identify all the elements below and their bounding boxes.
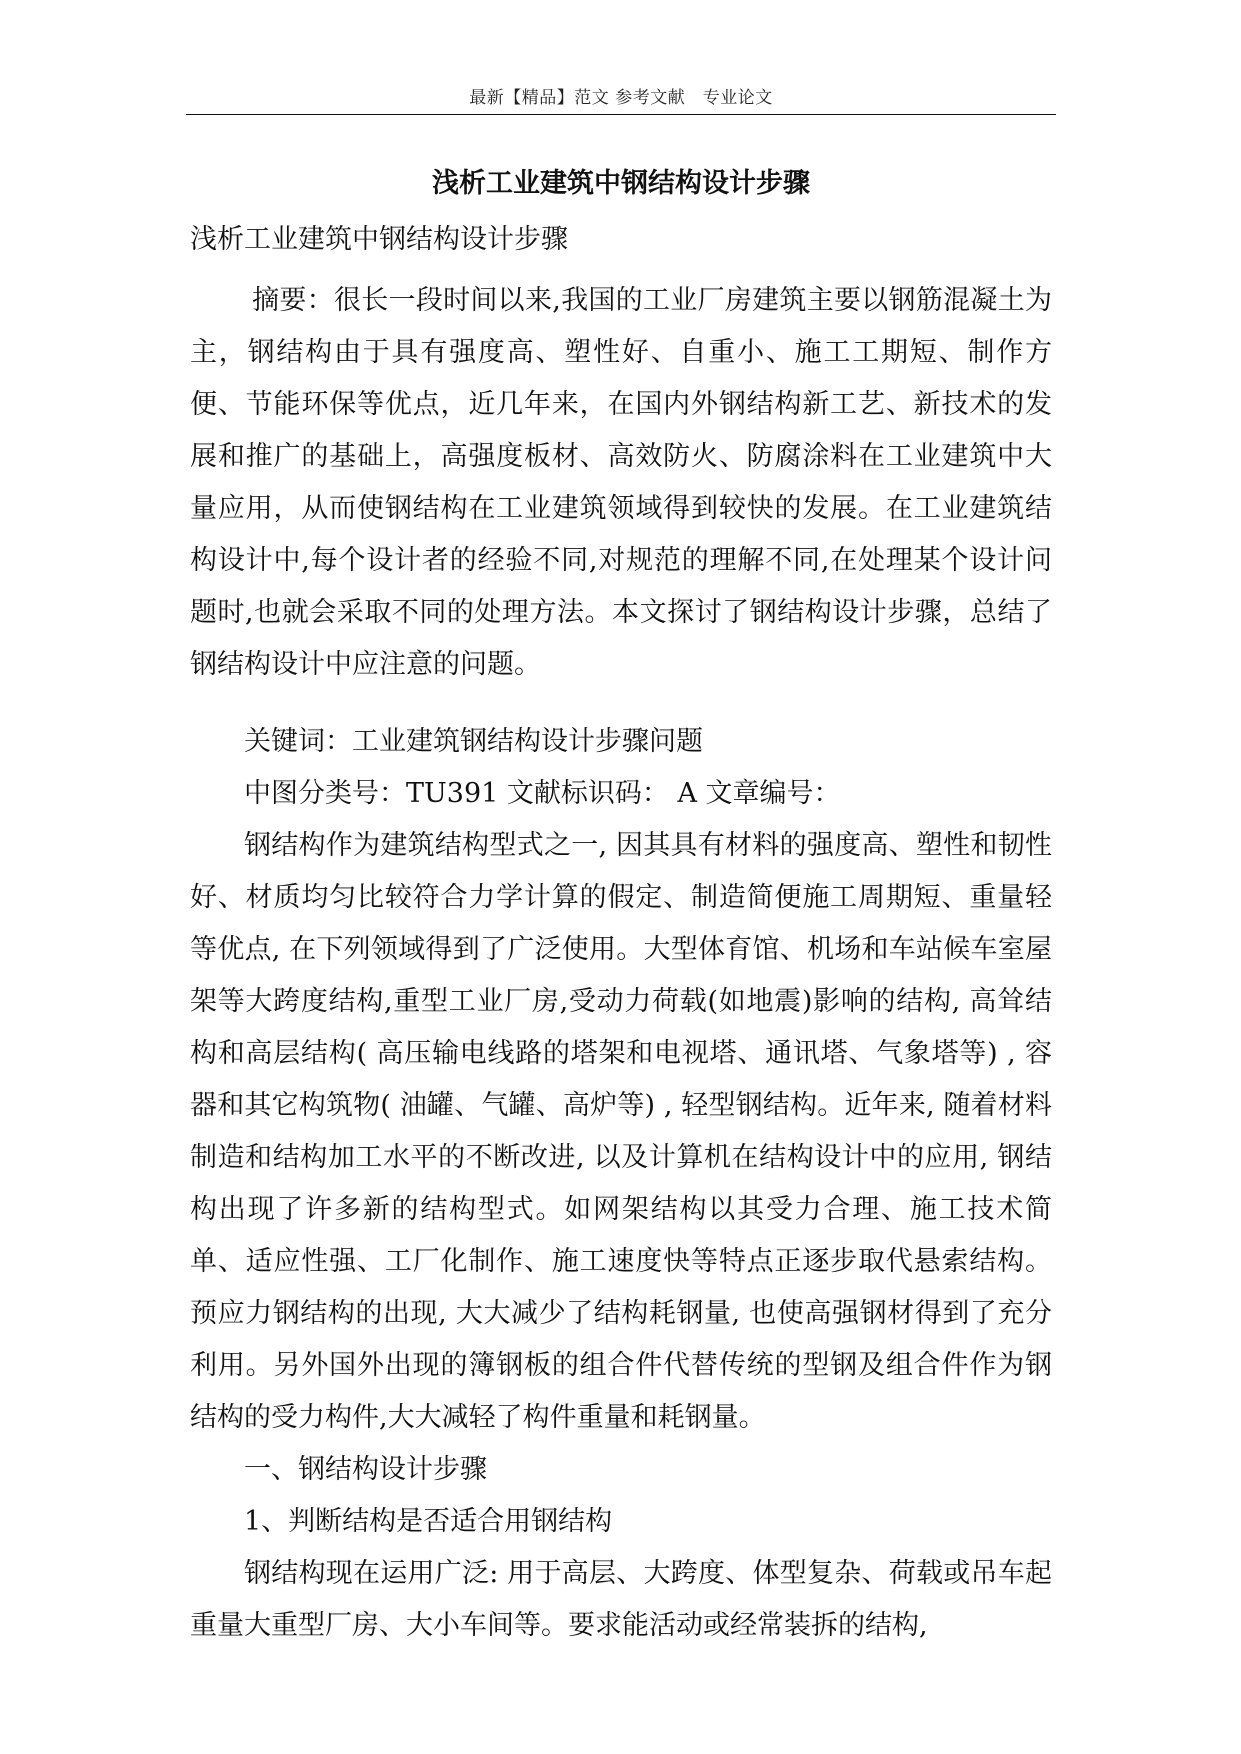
section-paragraph: 钢结构现在运用广泛: 用于高层、大跨度、体型复杂、荷载或吊车起重量大重型厂房、大小车间等。要求能活动或经常装拆的结构, xyxy=(190,1558,1052,1641)
abstract-block xyxy=(190,275,1052,691)
intro-paragraph: 钢结构作为建筑结构型式之一, 因其具有材料的强度高、塑性和韧性好、材质均匀比较符合力学计算的假定、制造简便施工周期短、重量轻等优点, 在下列领域得到了广泛使用。大型体育馆、机场和车站候车室屋架等大跨度结构,重型工业厂房,受动力荷载(如地震)影响的结构, 高耸结构和高层结构( 高压输电线路的塔架和电视塔、通讯塔、气象塔等) , 容器和其它构筑物( 油罐、气罐、高炉等) , 轻型钢结构。近年来, 随着材料制造和结构加工水平的不断改进, 以及计算机在结构设计中的应用, 钢结构出现了许多新的结构型式。如网架结构以其受力合理、施工技术简单、适应性强、工厂化制作、施工速度快等特点正逐步取代悬索结构。预应力钢结构的出现, 大大减少了结构耗钢量, 也使高强钢材得到了充分利用。另外国外出现的簿钢板的组合件代替传统的型钢及组合件作为钢结构的受力构件,大大减轻了构件重量和耗钢量。 xyxy=(190,830,1052,1433)
classification-line: 中图分类号：TU391 文献标识码： A 文章编号： xyxy=(244,778,841,809)
keywords-line: 关键词：工业建筑钢结构设计步骤问题 xyxy=(244,726,703,757)
document-title: 浅析工业建筑中钢结构设计步骤 xyxy=(432,168,810,199)
section-heading: 一、钢结构设计步骤 xyxy=(244,1454,487,1485)
abstract-paragraph: 摘要：很长一段时间以来,我国的工业厂房建筑主要以钢筋混凝土为主，钢结构由于具有强度高、塑性好、自重小、施工工期短、制作方便、节能环保等优点，近几年来，在国内外钢结构新工艺、新技术的发展和推广的基础上，高强度板材、高效防火、防腐涂料在工业建筑中大量应用，从而使钢结构在工业建筑领域得到较快的发展。在工业建筑结构设计中,每个设计者的经验不同,对规范的理解不同,在处理某个设计问题时,也就会采取不同的处理方法。本文探讨了钢结构设计步骤，总结了钢结构设计中应注意的问题。 xyxy=(190,285,1052,680)
running-header: 最新【精品】范文 参考文献 专业论文 xyxy=(469,88,773,108)
document-subtitle: 浅析工业建筑中钢结构设计步骤 xyxy=(190,224,568,255)
header-divider xyxy=(186,114,1056,115)
keywords-block xyxy=(190,716,1052,1652)
subsection-heading: 1、判断结构是否适合用钢结构 xyxy=(244,1506,613,1537)
